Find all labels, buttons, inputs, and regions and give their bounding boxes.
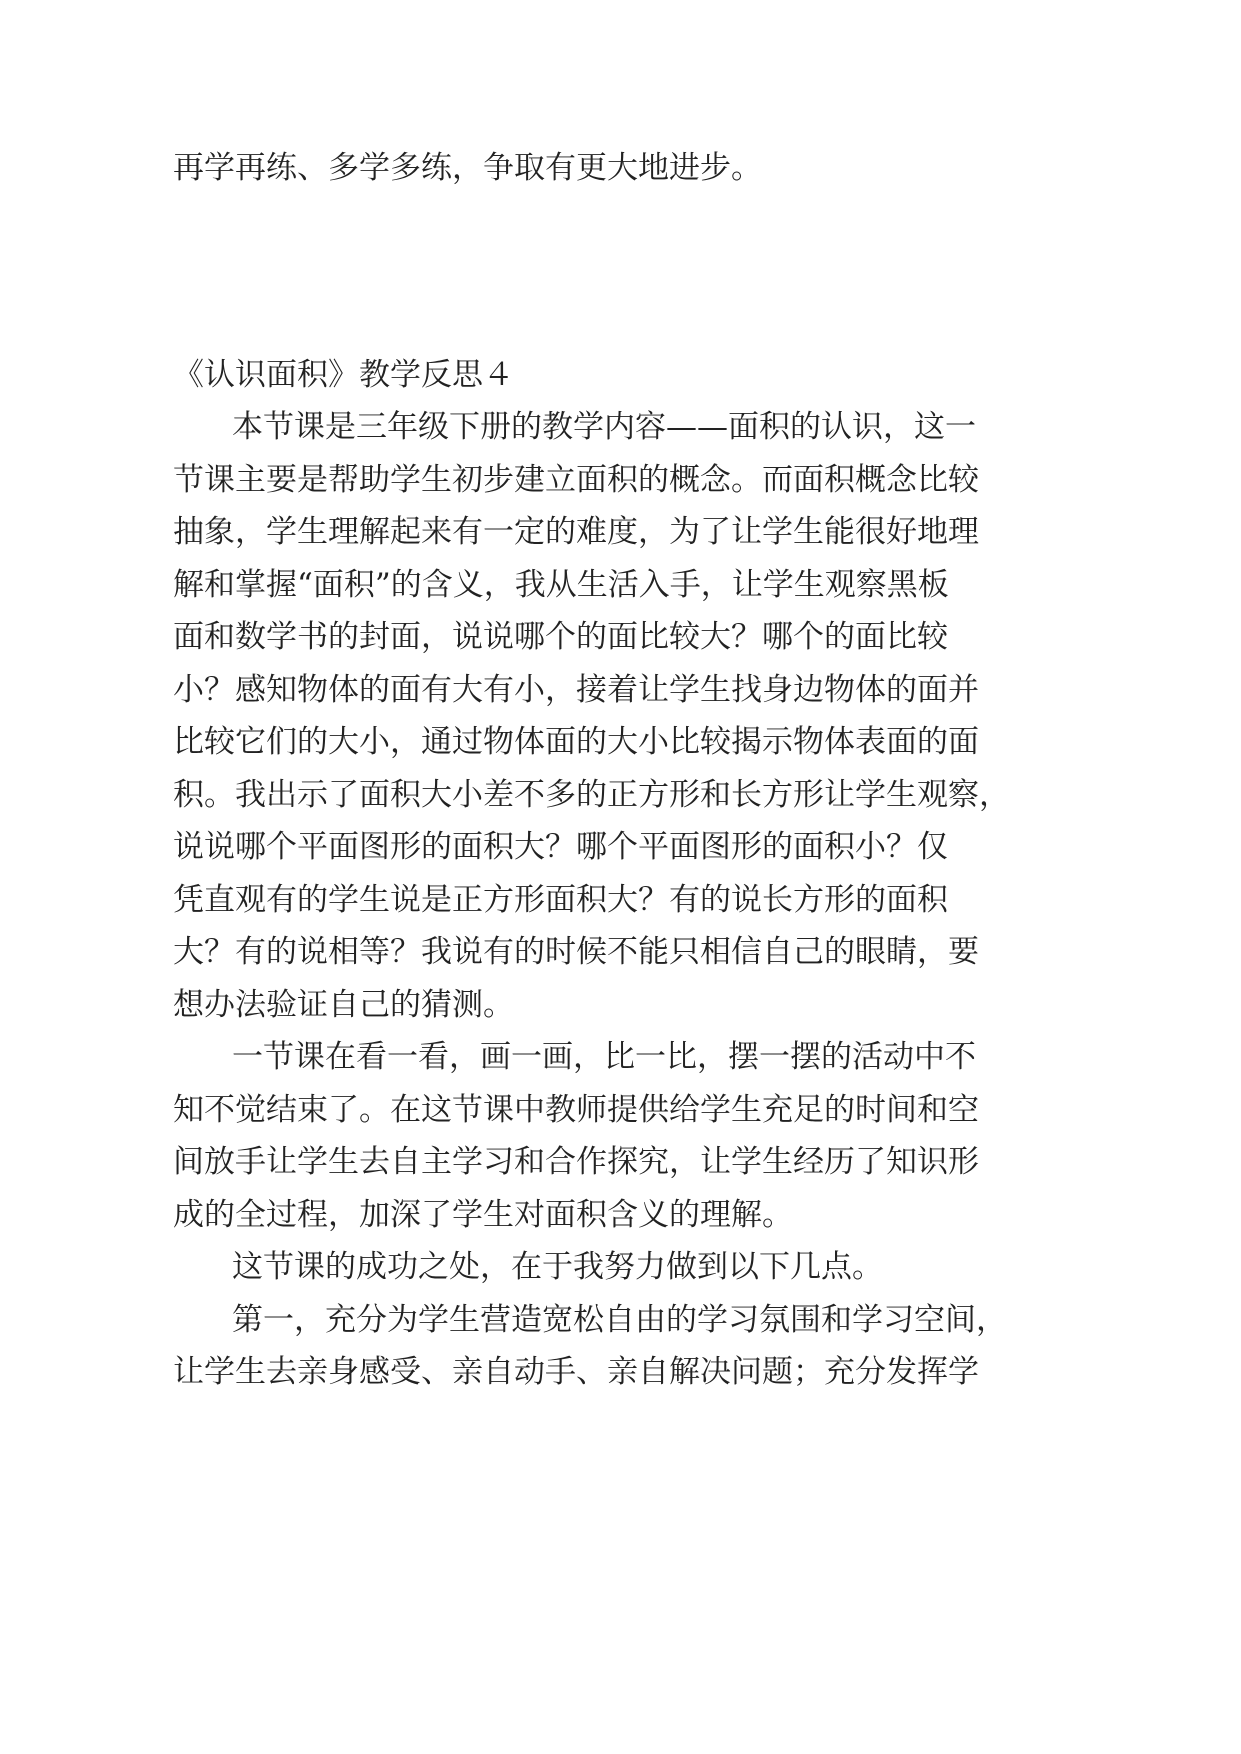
paragraph-text: 第一，充分为学生营造宽松自由的学习氛围和学习空间， — [232, 1302, 1007, 1338]
paragraph-text: 成的全过程，加深了学生对面积含义的理解。 — [173, 1197, 793, 1233]
paragraph-line — [0, 665, 1241, 715]
paragraph-line — [0, 770, 1241, 820]
paragraph-text: 面和数学书的封面，说说哪个的面比较大？哪个的面比较 — [173, 619, 948, 655]
paragraph-line — [0, 402, 1241, 452]
paragraph-line — [0, 875, 1241, 925]
section-title — [0, 350, 1241, 400]
paragraph-text: 间放手让学生去自主学习和合作探究，让学生经历了知识形 — [173, 1144, 979, 1180]
paragraph-text: 大？有的说相等？我说有的时候不能只相信自己的眼睛，要 — [173, 934, 979, 970]
paragraph-line — [0, 927, 1241, 977]
paragraph-line — [0, 1085, 1241, 1135]
paragraph-line — [0, 507, 1241, 557]
paragraph-text: 积。我出示了面积大小差不多的正方形和长方形让学生观察， — [173, 777, 1010, 813]
paragraph-text: 知不觉结束了。在这节课中教师提供给学生充足的时间和空 — [173, 1092, 979, 1128]
paragraph-line — [0, 822, 1241, 872]
paragraph-text: 凭直观有的学生说是正方形面积大？有的说长方形的面积 — [173, 882, 948, 918]
paragraph-line — [0, 560, 1241, 610]
paragraph-text: 说说哪个平面图形的面积大？哪个平面图形的面积小？仅 — [173, 829, 948, 865]
paragraph-line — [0, 1242, 1241, 1292]
paragraph-text: 节课主要是帮助学生初步建立面积的概念。而面积概念比较 — [173, 462, 979, 498]
continuation-line — [0, 143, 1241, 193]
paragraph-line — [0, 1347, 1241, 1397]
paragraph-line — [0, 1032, 1241, 1082]
paragraph-text: 小？感知物体的面有大有小，接着让学生找身边物体的面并 — [173, 672, 979, 708]
paragraph-text: 想办法验证自己的猜测。 — [173, 987, 514, 1023]
paragraph-text: 比较它们的大小，通过物体面的大小比较揭示物体表面的面 — [173, 724, 979, 760]
paragraph-line — [0, 1190, 1241, 1240]
paragraph-line — [0, 1137, 1241, 1187]
paragraph-line — [0, 980, 1241, 1030]
paragraph-text: 让学生去亲身感受、亲自动手、亲自解决问题；充分发挥学 — [173, 1354, 979, 1390]
paragraph-line — [0, 1295, 1241, 1345]
paragraph-text: 抽象，学生理解起来有一定的难度，为了让学生能很好地理 — [173, 514, 979, 550]
paragraph-text: 本节课是三年级下册的教学内容——面积的认识，这一 — [232, 409, 976, 445]
paragraph-text: 解和掌握“面积”的含义，我从生活入手，让学生观察黑板 — [173, 567, 949, 603]
section-title-text: 《认识面积》教学反思４ — [173, 357, 514, 393]
continuation-text: 再学再练、多学多练，争取有更大地进步。 — [173, 150, 762, 186]
paragraph-line — [0, 717, 1241, 767]
paragraph-line — [0, 612, 1241, 662]
paragraph-text: 一节课在看一看，画一画，比一比，摆一摆的活动中不 — [232, 1039, 976, 1075]
paragraph-text: 这节课的成功之处，在于我努力做到以下几点。 — [232, 1249, 883, 1285]
paragraph-line — [0, 455, 1241, 505]
